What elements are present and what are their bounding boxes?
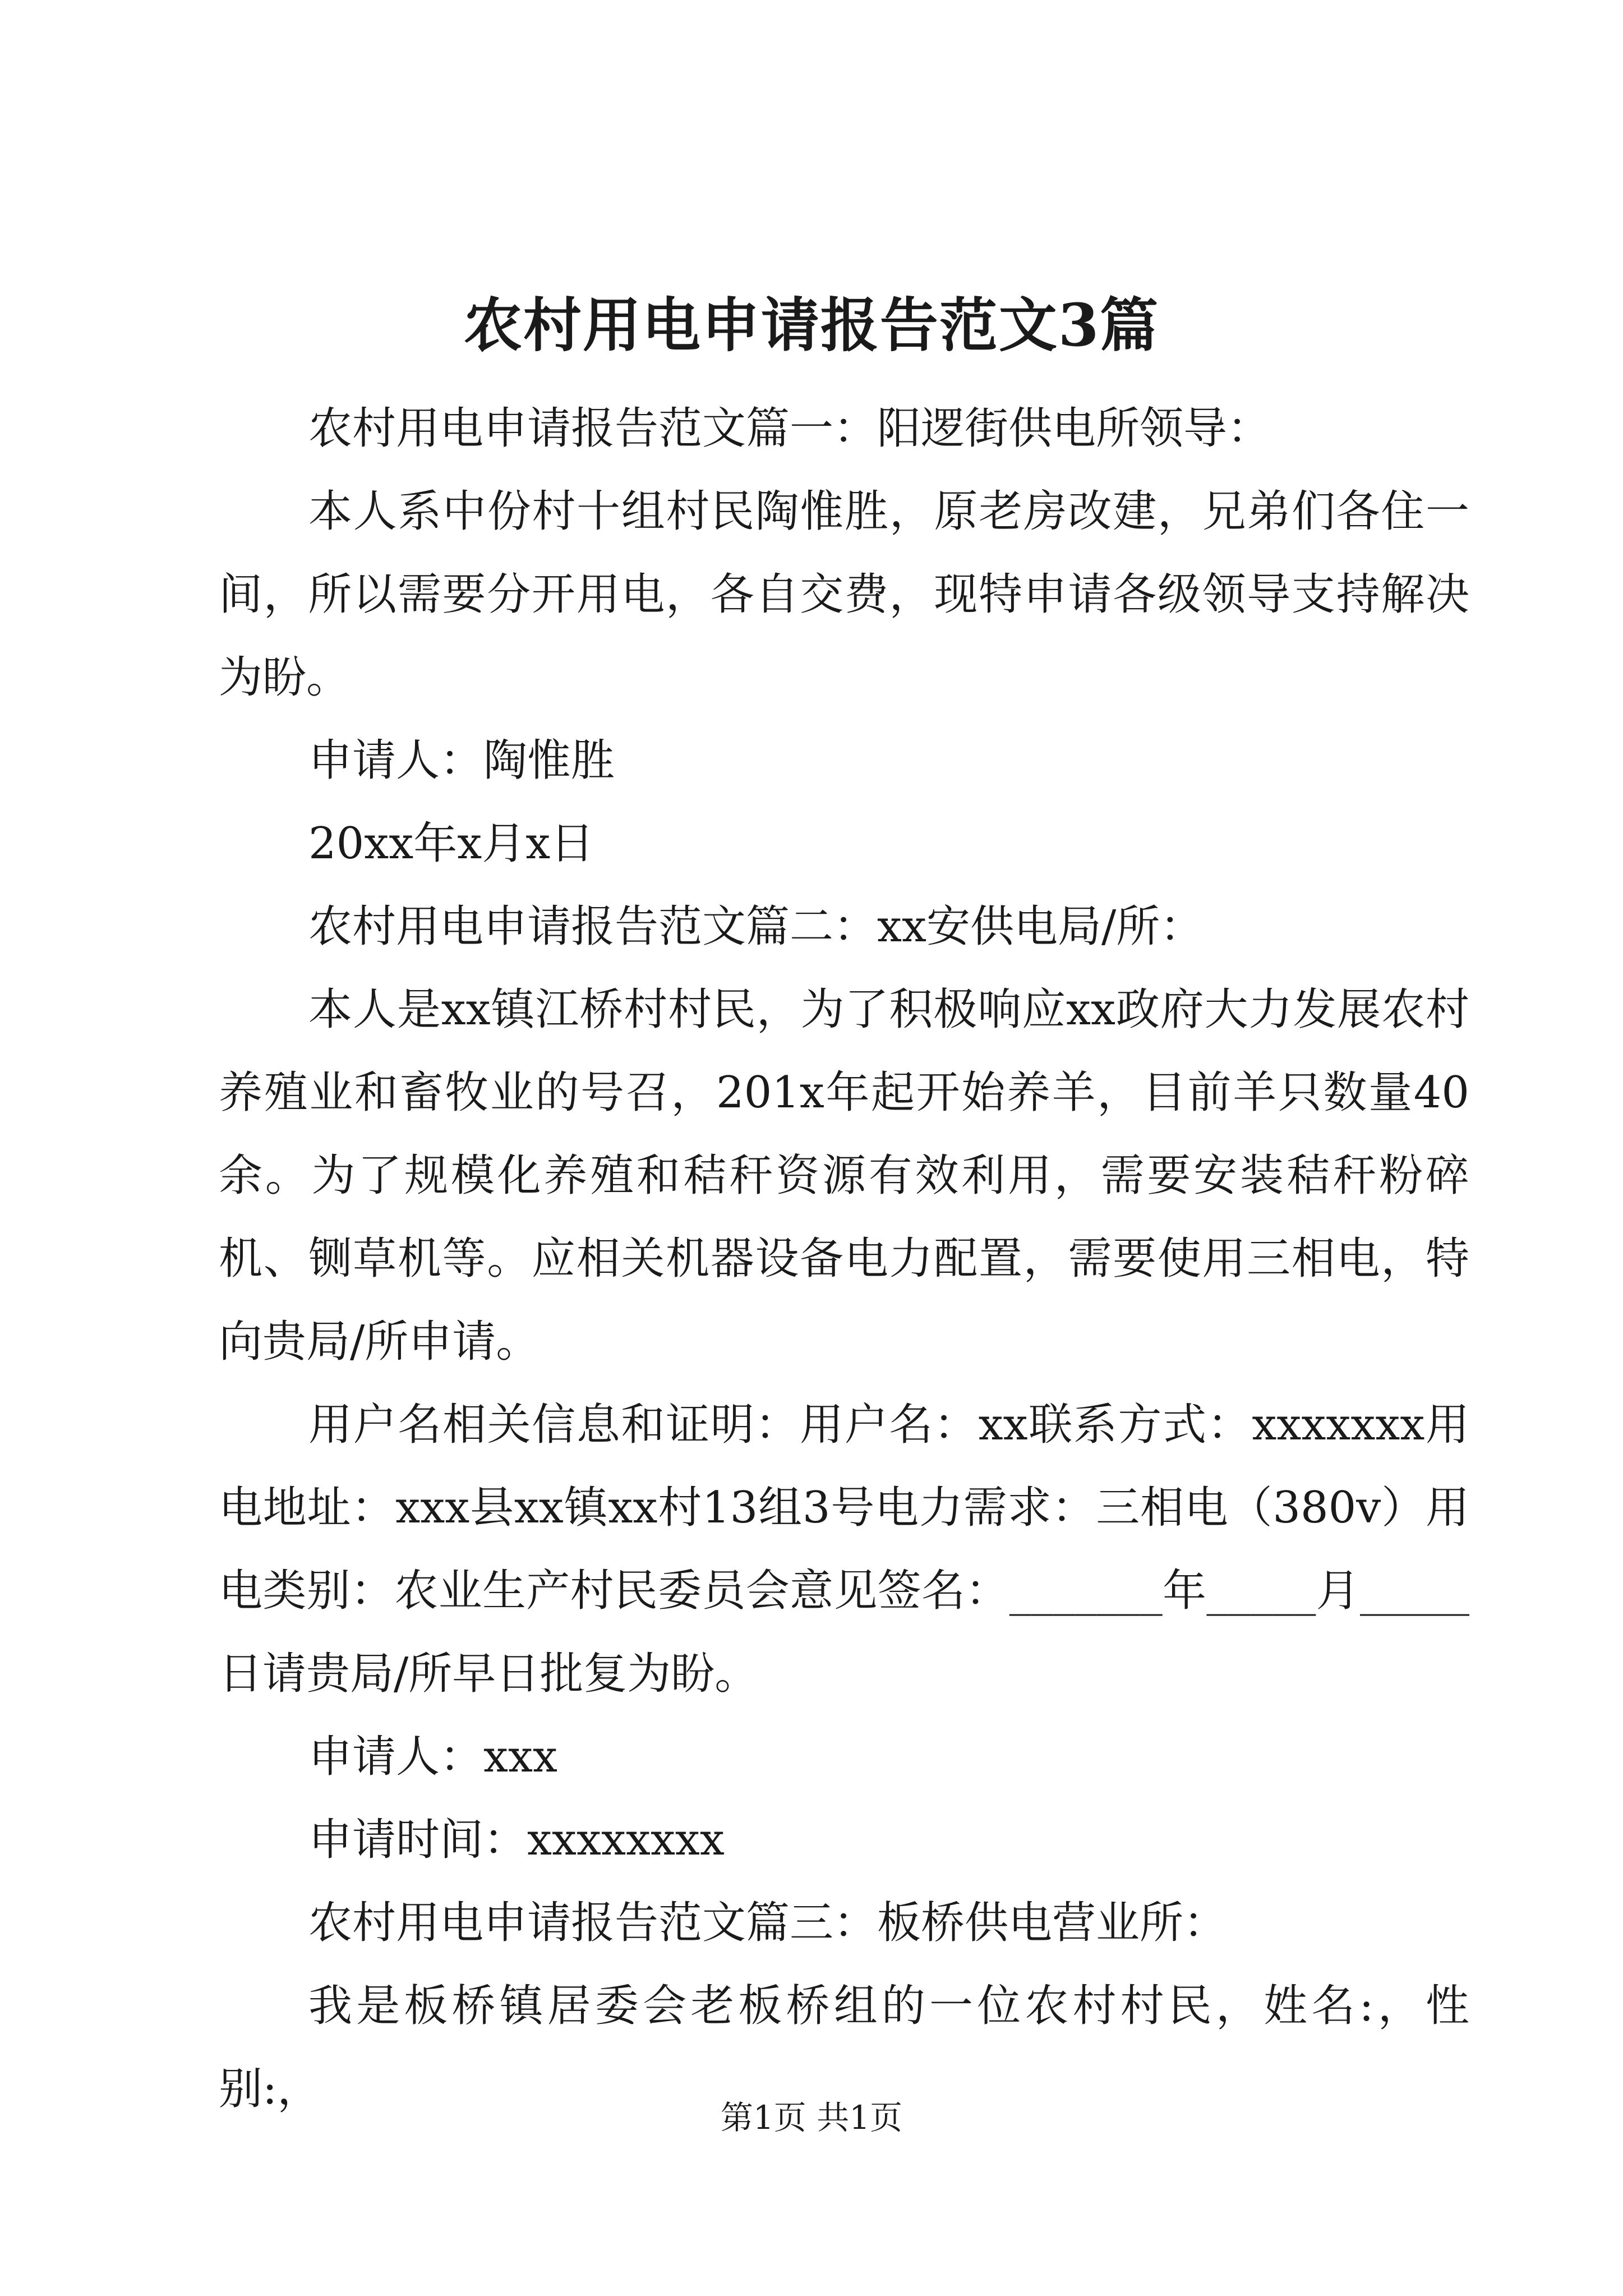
page-footer: 第1页 共1页 <box>720 2099 903 2137</box>
document-body <box>219 387 1469 2131</box>
paragraph: 我是板桥镇居委会老板桥组的一位农村村民，姓名:，性别:， <box>219 1981 1469 2114</box>
paragraph: 申请人：陶惟胜 <box>308 735 615 786</box>
paragraph: 本人是xx镇江桥村村民，为了积极响应xx政府大力发展农村养殖业和畜牧业的号召，201x年起开始养羊，目前羊只数量40余。为了规模化养殖和秸秆资源有效利用，需要安装秸秆粉碎机、铡草机等。应相关机器设备电力配置，需要使用三相电，特向贵局/所申请。 <box>219 984 1469 1367</box>
paragraph: 20xx年x月x日 <box>308 818 594 869</box>
document-title: 农村用电申请报告范文3篇 <box>463 291 1160 360</box>
paragraph: 农村用电申请报告范文篇三：板桥供电营业所： <box>308 1898 1228 1948</box>
paragraph: 农村用电申请报告范文篇一：阳逻街供电所领导： <box>308 403 1271 454</box>
paragraph: 用户名相关信息和证明：用户名：xx联系方式：xxxxxxx用电地址：xxx县xx镇xx村13组3号电力需求：三相电（380v）用电类别：农业生产村民委员会意见签名：_______年_____月_____日请贵局/所早日批复为盼。 <box>219 1400 1469 1699</box>
paragraph: 申请人：xxx <box>308 1732 557 1782</box>
paragraph: 本人系中份村十组村民陶惟胜，原老房改建，兄弟们各住一间，所以需要分开用电，各自交费，现特申请各级领导支持解决为盼。 <box>219 486 1469 703</box>
paragraph: 申请时间：xxxxxxxx <box>308 1815 725 1865</box>
paragraph: 农村用电申请报告范文篇二：xx安供电局/所： <box>308 901 1204 952</box>
